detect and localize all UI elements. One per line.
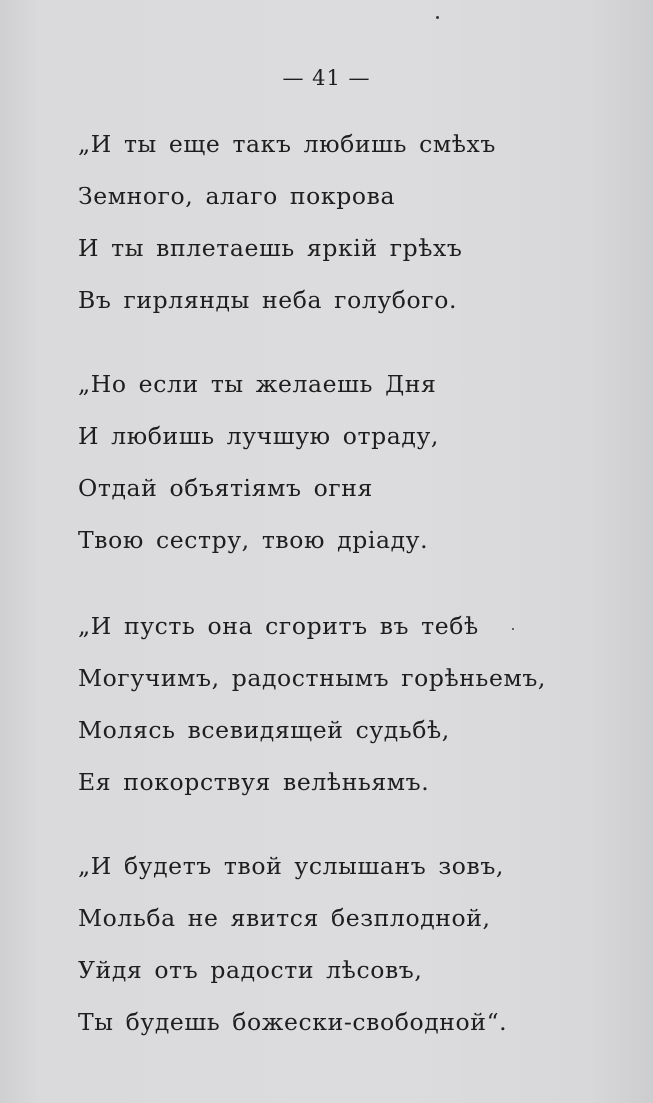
verse-line: „И пусть она сгоритъ въ тебѣ	[78, 612, 479, 640]
verse-line: „И ты еще такъ любишь смѣхъ	[78, 130, 496, 158]
verse-line: Земного, алаго покрова	[78, 182, 396, 210]
verse-line: „Но если ты желаешь Дня	[78, 370, 437, 398]
stanza	[78, 118, 618, 326]
verse-line: Мольба не явится безплодной,	[78, 904, 491, 932]
verse-line: Ея покорствуя велѣньямъ.	[78, 768, 430, 796]
page-number: — 41 —	[282, 66, 371, 90]
verse-line: Могучимъ, радостнымъ горѣньемъ,	[78, 664, 546, 692]
stanza	[78, 840, 618, 1048]
verse-line: Отдай объятіямъ огня	[78, 474, 373, 502]
verse-line: И любишь лучшую отраду,	[78, 422, 439, 450]
verse-line: Молясь всевидящей судьбѣ,	[78, 716, 450, 744]
verse-line: Твою сестру, твою дріаду.	[78, 526, 429, 554]
verse-line: И ты вплетаешь яркій грѣхъ	[78, 234, 463, 262]
verse-line: „И будетъ твой услышанъ зовъ,	[78, 852, 505, 880]
verse-line: Ты будешь божески-свободной“.	[78, 1008, 508, 1036]
stanza	[78, 358, 618, 566]
paper-speck	[436, 16, 439, 19]
verse-line: Въ гирлянды неба голубого.	[78, 286, 458, 314]
stanza	[78, 600, 618, 808]
verse-line: Уйдя отъ радости лѣсовъ,	[78, 956, 423, 984]
